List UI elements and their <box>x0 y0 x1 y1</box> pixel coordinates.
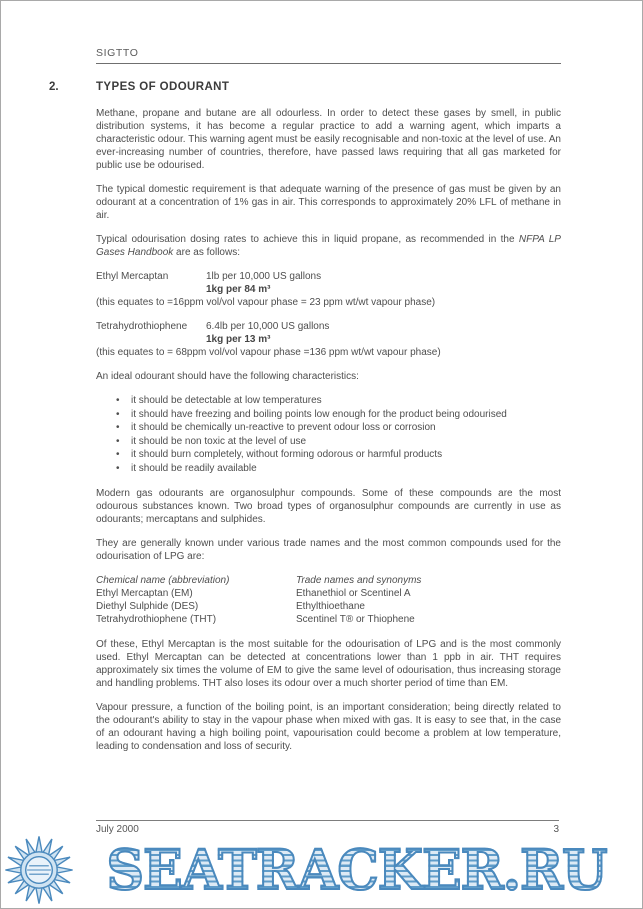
header-org: SIGTTO <box>96 47 139 59</box>
dosing-intro-handbook-title: NFPA LP Gases Handbook <box>96 234 561 258</box>
dosing-note: (this equates to =16ppm vol/vol vapour phase = 23 ppm wt/wt vapour phase) <box>96 297 436 308</box>
list-item: • it should be readily available <box>96 462 561 476</box>
dosing-rates <box>96 270 561 296</box>
table-header-chemical-name: Chemical name (abbreviation) <box>96 575 230 586</box>
dosing-spacer <box>96 283 206 296</box>
watermark <box>4 835 639 905</box>
dosing-spacer <box>96 333 206 346</box>
dosing-rate-us: 1lb per 10,000 US gallons <box>206 271 322 282</box>
characteristics-list <box>96 394 561 475</box>
dosing-intro-pre: Typical odourisation dosing rates to achieve this in liquid propane, as recommended in the <box>96 234 519 245</box>
list-item: • it should burn completely, without forming odorous or harmful products <box>96 448 561 462</box>
page-content <box>49 47 561 764</box>
list-item: • it should be non toxic at the level of use <box>96 435 561 449</box>
dosing-entry-tetrahydrothiophene <box>96 320 561 359</box>
dosing-rate-metric: 1kg per 84 m³ <box>206 284 271 295</box>
paragraph-trade-names-intro: They are generally known under various trade names and the most common compounds used for the odourisation of LPG are: <box>96 538 561 562</box>
section-title: TYPES OF ODOURANT <box>96 81 230 93</box>
dosing-entry-ethyl-mercaptan <box>96 270 561 309</box>
paragraph-dosing-intro <box>96 233 561 259</box>
list-item: • it should be chemically un-reactive to prevent odour loss or corrosion <box>96 421 561 435</box>
paragraph-vapour-pressure: Vapour pressure, a function of the boiling point, is an important consideration; being directly related to the odourant's ability to stay in the vapour phase when mixed with gas. It is easy to see that, in the case of an odourant having a high boiling point, vapourisation could become a problem at low temperature, leading to condensation and loss of security. <box>96 702 561 752</box>
table-cell: Tetrahydrothiophene (THT) <box>96 614 217 625</box>
dosing-note: (this equates to = 68ppm vol/vol vapour phase =136 ppm wt/wt vapour phase) <box>96 347 441 358</box>
page-number: 3 <box>553 824 559 835</box>
dosing-rates <box>96 320 561 346</box>
paragraph-suitability: Of these, Ethyl Mercaptan is the most suitable for the odourisation of LPG and is the most commonly used. Ethyl Mercaptan can be detected at concentrations lower than 1 ppb in air. THT requires approximately six times the volume of EM to give the same level of odourisation, thus increasing storage and handling problems. THT also loses its odour over a much shorter period of time than EM. <box>96 639 561 689</box>
paragraph-modern-odourants: Modern gas odourants are organosulphur compounds. Some of these compounds are the most odourous substances known. Two broad types of organosulphur compounds are currently in use as odourants; mercaptans and sulphides. <box>96 488 561 525</box>
table-cell: Diethyl Sulphide (DES) <box>96 601 199 612</box>
section-heading <box>49 81 561 94</box>
table-header-trade-names: Trade names and synonyms <box>296 575 422 586</box>
dosing-rate-metric: 1kg per 13 m³ <box>206 334 271 345</box>
table-cell: Ethanethiol or Scentinel A <box>296 588 411 599</box>
page-footer <box>96 820 559 835</box>
paragraph-intro: Methane, propane and butane are all odourless. In order to detect these gases by smell, in public distribution systems, it has become a regular practice to add a warning agent, which imparts a characteristic odour. This warning agent must be easily recognisable and non-toxic at the level of use. An ever-increasing number of countries, therefore, have passed laws requiring that all gas marketed for public use be odourised. <box>96 108 561 171</box>
header-rule <box>96 63 561 64</box>
dosing-intro-post: are as follows: <box>173 247 240 258</box>
sun-logo-icon <box>4 835 74 905</box>
table-cell: Ethyl Mercaptan (EM) <box>96 588 193 599</box>
dosing-rate-us: 6.4lb per 10,000 US gallons <box>206 321 330 332</box>
list-item: • it should have freezing and boiling points low enough for the product being odourised <box>96 408 561 422</box>
list-item: • it should be detectable at low temperatures <box>96 394 561 408</box>
table-cell: Ethylthioethane <box>296 601 365 612</box>
dosing-chemical-name: Ethyl Mercaptan <box>96 271 169 282</box>
compounds-table <box>96 574 561 626</box>
table-cell: Scentinel T® or Thiophene <box>296 614 415 625</box>
section-number: 2. <box>49 81 59 93</box>
footer-date: July 2000 <box>96 824 139 835</box>
paragraph-ideal-intro: An ideal odourant should have the following characteristics: <box>96 371 359 382</box>
paragraph-requirement: The typical domestic requirement is that adequate warning of the presence of gas must be given by an odourant at a concentration of 1% gas in air. This corresponds to approximately 20% LFL of methane in air. <box>96 184 561 221</box>
dosing-chemical-name: Tetrahydrothiophene <box>96 321 188 332</box>
watermark-text: SEATRACKER.RU <box>74 838 639 903</box>
